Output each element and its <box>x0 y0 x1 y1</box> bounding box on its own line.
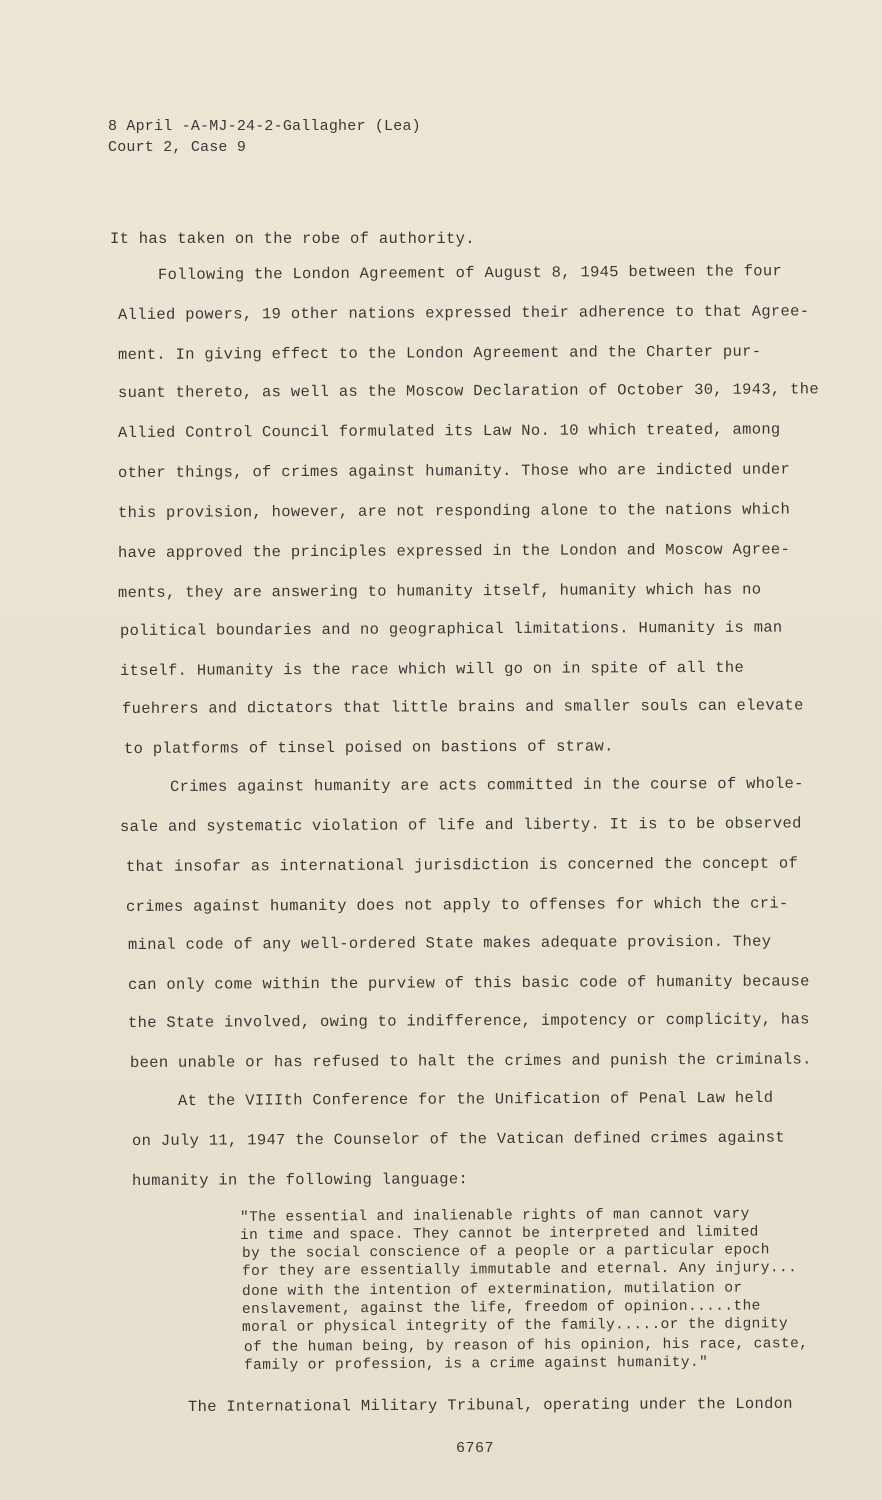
body-line: crimes against humanity does not apply to offenses for which the cri- <box>125 894 789 916</box>
body-line: been unable or has refused to halt the crimes and punish the criminals. <box>129 1050 812 1072</box>
body-line: Crimes against humanity are acts committed in the course of whole- <box>169 774 804 796</box>
closing-line: The International Military Tribunal, operating under the London <box>187 1394 793 1416</box>
quote-line: by the social conscience of a people or a particular epoch <box>241 1242 770 1262</box>
body-line: on July 11, 1947 the Counselor of the Vatican defined crimes against <box>131 1128 785 1150</box>
body-line: ment. In giving effect to the London Agreement and the Charter pur- <box>117 342 762 364</box>
body-line: ments, they are answering to humanity itself, humanity which has no <box>117 580 762 602</box>
quote-line: moral or physical integrity of the family.....or the dignity <box>241 1316 789 1336</box>
body-line: Allied powers, 19 other nations expressed their adherence to that Agree- <box>117 302 810 324</box>
quote-line: for they are essentially immutable and eternal. Any injury... <box>241 1260 798 1280</box>
quote-line: of the human being, by reason of his opinion, his race, caste, <box>243 1336 809 1356</box>
body-line: have approved the principles expressed in the London and Moscow Agree- <box>117 540 791 562</box>
quote-line: "The essential and inalienable rights of man cannot vary <box>239 1206 750 1226</box>
body-line: minal code of any well-ordered State makes adequate provision. They <box>127 932 772 954</box>
body-line: sale and systematic violation of life and liberty. It is to be observed <box>119 814 802 836</box>
quote-line: family or profession, is a crime against humanity." <box>243 1354 709 1374</box>
header-session-line: 8 April -A-MJ-24-2-Gallagher (Lea) <box>108 118 421 135</box>
header-court-line: Court 2, Case 9 <box>108 139 247 156</box>
body-line: It has taken on the robe of authority. <box>110 230 475 248</box>
quote-line: in time and space. They cannot be interpreted and limited <box>239 1224 759 1244</box>
body-line: suant thereto, as well as the Moscow Declaration of October 30, 1943, the <box>117 380 819 402</box>
body-line: that insofar as international jurisdiction is concerned the concept of <box>125 854 799 876</box>
quote-line: enslavement, against the life, freedom of opinion.....the <box>241 1298 761 1318</box>
body-line: humanity in the following language: <box>131 1170 469 1190</box>
body-line: other things, of crimes against humanity. Those who are indicted under <box>117 460 791 482</box>
body-line: this provision, however, are not responding alone to the nations which <box>117 500 791 522</box>
body-line: At the VIIIth Conference for the Unification of Penal Law held <box>177 1088 774 1110</box>
body-line: Following the London Agreement of August 8, 1945 between the four <box>157 262 783 284</box>
quote-line: done with the intention of extermination, mutilation or <box>241 1280 743 1300</box>
body-line: can only come within the purview of this basic code of humanity because <box>127 972 810 994</box>
body-line: political boundaries and no geographical limitations. Humanity is man <box>119 618 783 640</box>
body-line: Allied Control Council formulated its Law No. 10 which treated, among <box>117 420 781 442</box>
body-line: itself. Humanity is the race which will go on in spite of all the <box>119 658 745 680</box>
page-number: 6767 <box>456 1440 495 1457</box>
body-line: fuehrers and dictators that little brains and smaller souls can elevate <box>121 696 804 718</box>
body-line: to platforms of tinsel poised on bastions of straw. <box>123 737 614 758</box>
body-line: the State involved, owing to indifference, impotency or complicity, has <box>127 1010 810 1032</box>
